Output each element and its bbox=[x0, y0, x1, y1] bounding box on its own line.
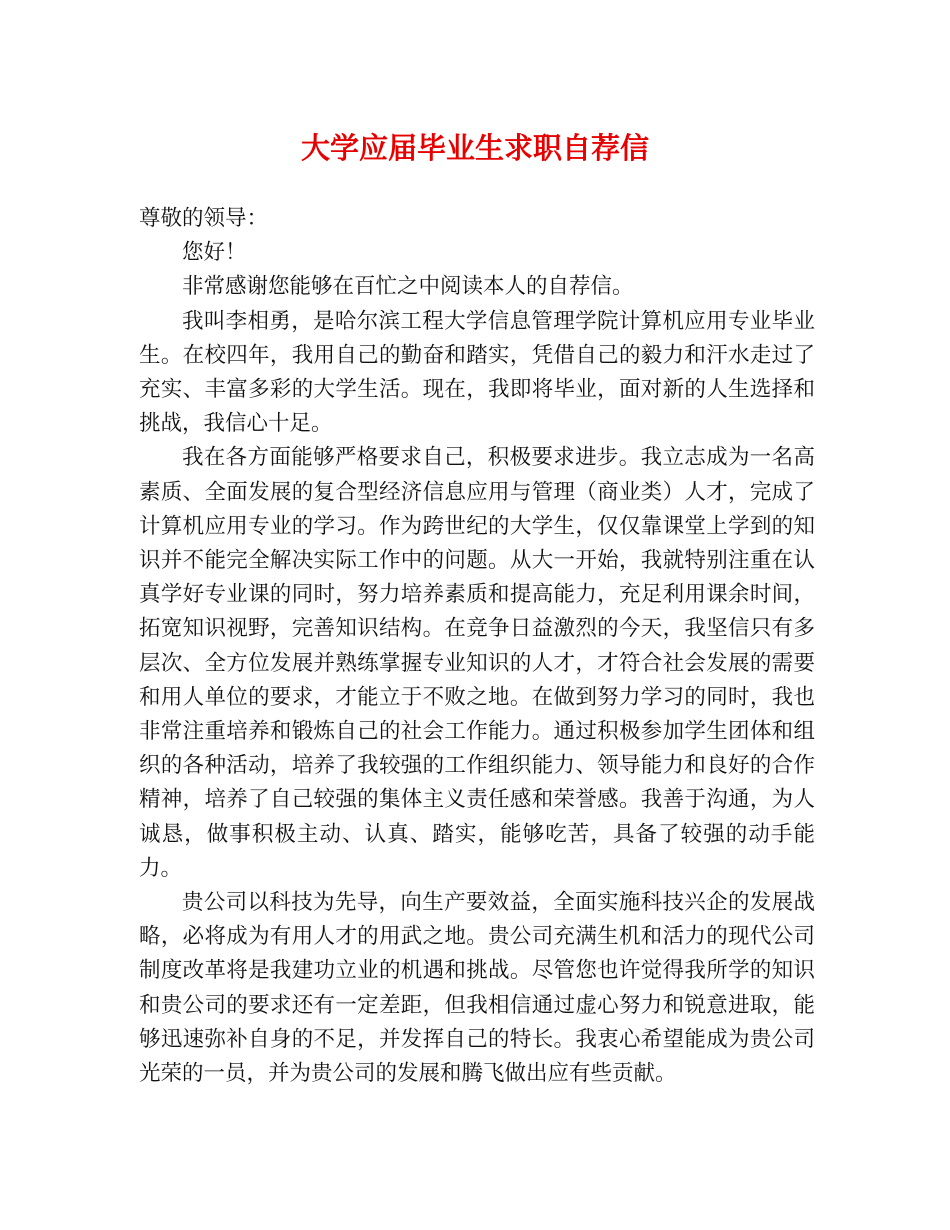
qualifications-paragraph: 我在各方面能够严格要求自己，积极要求进步。我立志成为一名高素质、全面发展的复合型经济信息应用与管理（商业类）人才，完成了计算机应用专业的学习。作为跨世纪的大学生，仅仅靠课堂上学到的知识并不能完全解决实际工作中的问题。从大一开始，我就特别注重在认真学好专业课的同时，努力培养素质和提高能力，充足利用课余时间，拓宽知识视野，完善知识结构。在竞争日益激烈的今天，我坚信只有多层次、全方位发展并熟练掌握专业知识的人才，才符合社会发展的需要和用人单位的要求，才能立于不败之地。在做到努力学习的同时，我也非常注重培养和锻炼自己的社会工作能力。通过积极参加学生团体和组织的各种活动，培养了我较强的工作组织能力、领导能力和良好的合作精神，培养了自己较强的集体主义责任感和荣誉感。我善于沟通，为人诚恳，做事积极主动、认真、踏实，能够吃苦，具备了较强的动手能力。 bbox=[139, 445, 815, 881]
greeting-paragraph: 您好！ bbox=[182, 240, 247, 266]
introduction-paragraph: 我叫李相勇，是哈尔滨工程大学信息管理学院计算机应用专业毕业生。在校四年，我用自己的勤奋和踏实，凭借自己的毅力和汗水走过了充实、丰富多彩的大学生活。现在，我即将毕业，面对新的人生选择和挑战，我信心十足。 bbox=[139, 308, 815, 437]
document-title: 大学应届毕业生求职自荐信 bbox=[300, 131, 649, 165]
salutation: 尊敬的领导： bbox=[139, 206, 269, 231]
thanks-paragraph: 非常感谢您能够在百忙之中阅读本人的自荐信。 bbox=[182, 274, 634, 300]
company-paragraph: 贵公司以科技为先导，向生产要效益，全面实施科技兴企的发展战略，必将成为有用人才的用武之地。贵公司充满生机和活力的现代公司制度改革将是我建功立业的机遇和挑战。尽管您也许觉得我所学的知识和贵公司的要求还有一定差距，但我相信通过虚心努力和锐意进取，能够迅速弥补自身的不足，并发挥自己的特长。我衷心希望能成为贵公司光荣的一员，并为贵公司的发展和腾飞做出应有些贡献。 bbox=[139, 890, 815, 1087]
letter-body bbox=[139, 202, 815, 1091]
